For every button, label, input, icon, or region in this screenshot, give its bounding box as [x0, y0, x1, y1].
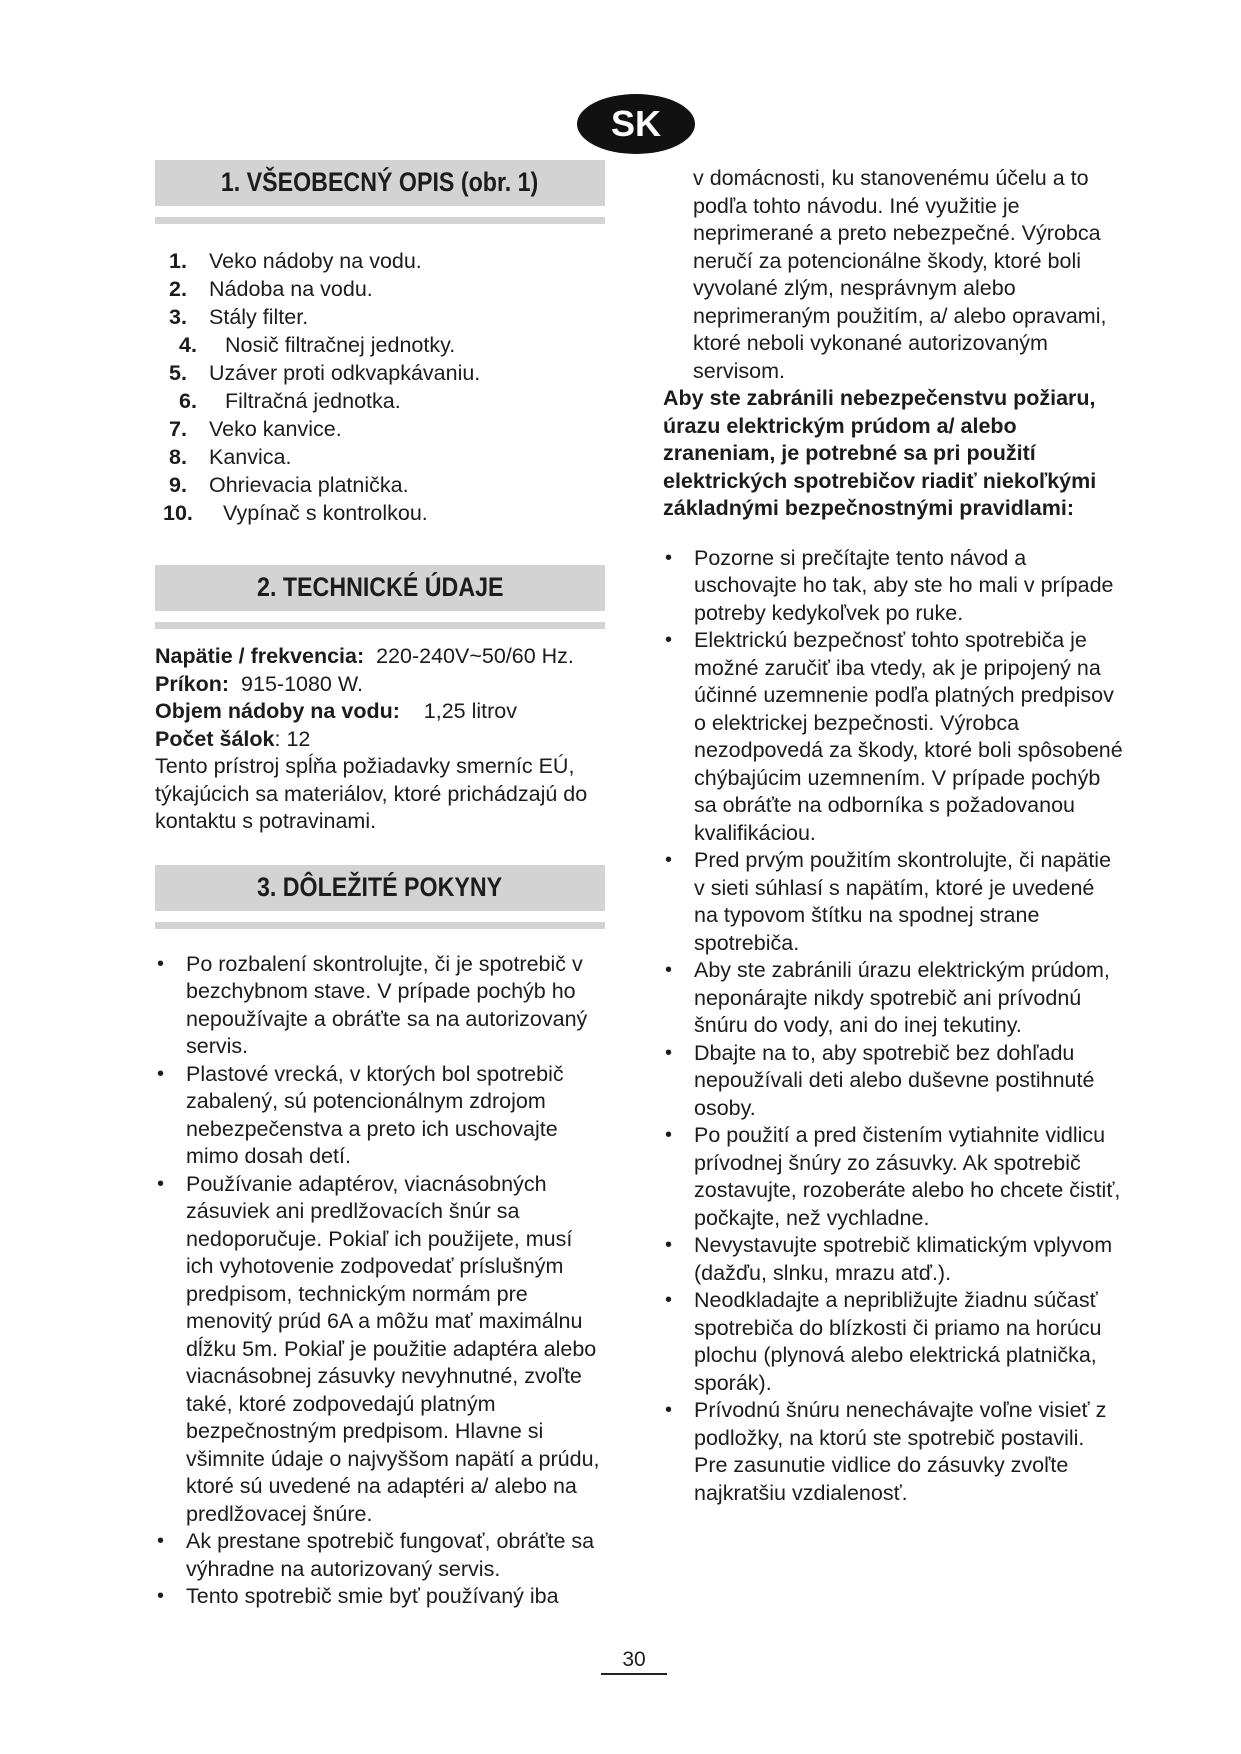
safety-warning: Aby ste zabránili nebezpečenstvu požiaru, úrazu elektrickým prúdom a/ alebo zraneniam, je potrebné sa pri použití elektrických spotrebičov riadiť niekoľkými základnými bezpečnostnými pravidlami: [663, 386, 1097, 520]
spec-power: Príkon: 915-1080 W. [155, 671, 363, 696]
section-technical-title: 2. TECHNICKÉ ÚDAJE [155, 565, 605, 611]
left-column [155, 160, 605, 1611]
list-item: 6. Filtračná jednotka. [179, 389, 401, 414]
page-number: 30 [601, 1647, 667, 1675]
important-bullets-right [663, 545, 1123, 1508]
section-general-title: 1. VŠEOBECNÝ OPIS (obr. 1) [155, 160, 605, 206]
section-divider [155, 217, 605, 224]
spec-voltage: Napätie / frekvencia: 220-240V~50/60 Hz. [155, 644, 574, 668]
list-item: • Po rozbalení skontrolujte, či je spotrebič v bezchybnom stave. V prípade pochýb ho nepoužívajte a obráťte sa na autorizovaný servis. [157, 951, 588, 1058]
list-item: • Ak prestane spotrebič fungovať, obráťte sa výhradne na autorizovaný servis. [157, 1529, 595, 1581]
list-item: 4. Nosič filtračnej jednotky. [179, 333, 456, 358]
list-item: 3. Stály filter. [169, 305, 309, 330]
list-item: • Aby ste zabránili úrazu elektrickým prúdom, neponárajte nikdy spotrebič ani prívodnú šnúru do vody, ani do inej tekutiny. [665, 958, 1110, 1037]
list-item: 7. Veko kanvice. [169, 417, 342, 442]
list-item: • Pozorne si prečítajte tento návod a uschovajte ho tak, aby ste ho mali v prípade potreby kedykoľvek po ruke. [665, 545, 1114, 625]
list-item: • Pred prvým použitím skontrolujte, či napätie v sieti súhlasí s napätím, ktoré je uvedené na typovom štítku na spodnej strane spotrebiča. [665, 848, 1112, 955]
technical-specs [155, 643, 605, 836]
list-item: 2. Nádoba na vodu. [169, 277, 373, 302]
section-divider [155, 622, 605, 629]
compliance-note: Tento prístroj spĺňa požiadavky smerníc EÚ, týkajúcich sa materiálov, ktoré prichádzajú do kontaktu s potravinami. [155, 754, 588, 833]
list-item: • Elektrickú bezpečnosť tohto spotrebiča je možné zaručiť iba vtedy, ak je pripojený na účinné uzemnenie podľa platných predpisov o elektrickej bezpečnosti. Výrobca nezodpovedá za škody, ktoré boli spôsobené chýbajúcim uzemnením. V prípade pochýb sa obráťte na odborníka s požadovanou kvalifikáciou. [665, 628, 1123, 845]
list-item: • Po použití a pred čistením vytiahnite vidlicu prívodnej šnúry zo zásuvky. Ak spotrebič zostavujte, rozoberáte alebo ho chcete čistiť, počkajte, než vychladne. [665, 1123, 1121, 1230]
list-item: 9. Ohrievacia platnička. [169, 473, 409, 498]
continuation-text: v domácnosti, ku stanovenému účelu a to podľa tohto návodu. Iné využitie je neprimerané a preto nebezpečné. Výrobca neručí za potencionálne škody, ktoré boli vyvolané zlým, nesprávnym alebo neprimeraným použitím, a/ alebo opravami, ktoré neboli vykonané autorizovaným servisom. [693, 166, 1107, 383]
parts-list [155, 248, 605, 528]
list-item: • Tento spotrebič smie byť používaný iba [157, 1584, 559, 1608]
list-item: 8. Kanvica. [169, 445, 292, 470]
list-item: • Používanie adaptérov, viacnásobných zásuviek ani predlžovacích šnúr sa nedoporučuje. Pokiaľ ich použijete, musí ich vyhotovenie zodpovedať príslušným predpisom, technickým normám pre menovitý prúd 6A a môžu mať maximálnu dĺžku 5m. Pokiaľ je použitie adaptéra alebo viacnásobnej zásuvky nevyhnutné, zvoľte také, ktoré zodpovedajú platným bezpečnostným predpisom. Hlavne si všimnite údaje o najvyššom napätí a prúdu, ktoré sú uvedené na adaptéri a/ alebo na predlžovacej šnúre. [157, 1171, 600, 1526]
right-column [663, 165, 1123, 1507]
list-item: 10. Vypínač s kontrolkou. [163, 501, 428, 526]
spec-cups: Počet šálok: 12 [155, 726, 311, 751]
section-important-title: 3. DÔLEŽITÉ POKYNY [155, 865, 605, 911]
list-item: 5. Uzáver proti odkvapkávaniu. [169, 361, 481, 386]
list-item: 1. Veko nádoby na vodu. [169, 249, 422, 274]
important-bullets-left [155, 951, 605, 1611]
list-item: • Nevystavujte spotrebič klimatickým vplyvom (dažďu, slnku, mrazu atď.). [665, 1233, 1113, 1285]
spec-volume: Objem nádoby na vodu: 1,25 litrov [155, 699, 518, 723]
list-item: • Prívodnú šnúru nenechávajte voľne visieť z podložky, na ktorú ste spotrebič postavili. Pre zasunutie vidlice do zásuvky zvoľte najkratšiu vzdialenosť. [665, 1398, 1107, 1505]
list-item: • Dbajte na to, aby spotrebič bez dohľadu nepoužívali deti alebo duševne postihnuté osoby. [665, 1040, 1095, 1120]
list-item: • Neodkladajte a nepribližujte žiadnu súčasť spotrebiča do blízkosti či priamo na horúcu plochu (plynová alebo elektrická platnička, sporák). [665, 1288, 1102, 1395]
section-divider [155, 922, 605, 929]
language-badge: SK [577, 94, 695, 154]
list-item: • Plastové vrecká, v ktorých bol spotrebič zabalený, sú potencionálnym zdrojom nebezpečenstva a preto ich uschovajte mimo dosah detí. [157, 1061, 564, 1168]
